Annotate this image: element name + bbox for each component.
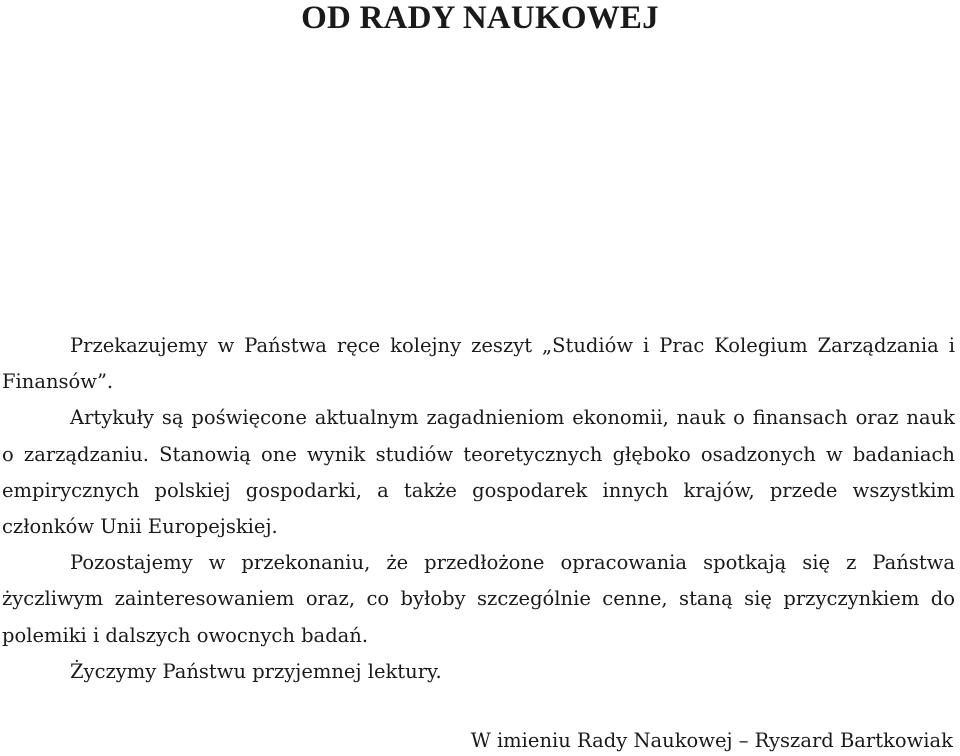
paragraph-articles: Artykuły są poświęcone aktualnym zagadnieniom ekonomii, nauk o finansach oraz nauk o zarządzaniu. Stanowią one wynik studiów teoretycznych głęboko osadzonych w badaniach empirycznych polskiej gospodarki, a także gospodarek innych krajów, przede wszystkim członków Unii Europejskiej. [2, 406, 955, 539]
page-title: OD RADY NAUKOWEJ [301, 0, 659, 36]
signature-line: W imieniu Rady Naukowej – Ryszard Bartkowiak [470, 729, 953, 752]
document-body [2, 328, 955, 690]
paragraph-intro: Przekazujemy w Państwa ręce kolejny zeszyt „Studiów i Prac Kolegium Zarządzania i Finansów”. [2, 334, 955, 394]
paragraph-conviction: Pozostajemy w przekonaniu, że przedłożone opracowania spotkają się z Państwa życzliwym zainteresowaniem oraz, co byłoby szczególnie cenne, staną się przyczynkiem do polemiki i dalszych owocnych badań. [2, 551, 955, 647]
paragraph-wishes: Życzymy Państwu przyjemnej lektury. [70, 659, 442, 683]
